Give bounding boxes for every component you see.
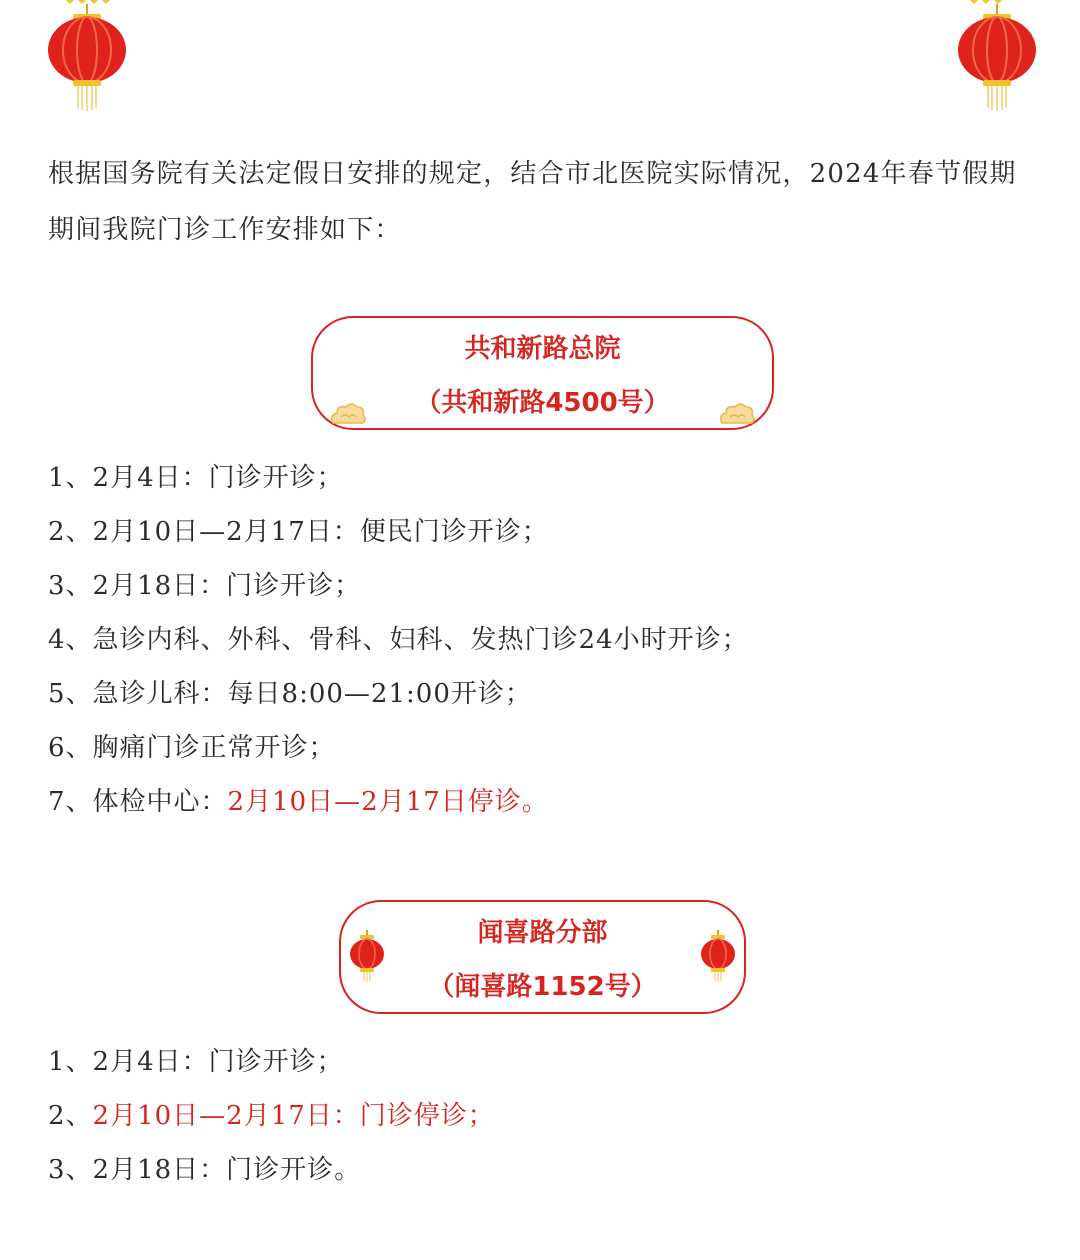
branch-address: （共和新路4500号） xyxy=(415,388,670,418)
lantern-icon xyxy=(952,0,1042,114)
cloud-icon xyxy=(329,401,367,432)
schedule-list-main xyxy=(48,451,749,829)
branch-name: 共和新路总院 xyxy=(464,334,621,364)
cloud-icon xyxy=(718,401,756,432)
lantern-icon xyxy=(42,0,132,114)
list-item: 3、2月18日：门诊开诊。 xyxy=(48,1155,362,1185)
closure-highlight: 2月10日—2月17日：门诊停诊； xyxy=(92,1101,495,1131)
list-item: 6、胸痛门诊正常开诊； xyxy=(48,733,336,763)
lantern-icon xyxy=(700,930,736,989)
list-item: 1、2月4日：门诊开诊； xyxy=(48,1047,344,1077)
lantern-icon xyxy=(349,930,385,989)
branch-address: （闻喜路1152号） xyxy=(428,972,657,1002)
list-item: 1、2月4日：门诊开诊； xyxy=(48,463,344,493)
intro-paragraph: 根据国务院有关法定假日安排的规定，结合市北医院实际情况，2024年春节假期期间我院门诊工作安排如下： xyxy=(48,159,1017,245)
branch-header-box xyxy=(311,316,774,430)
list-item: 2、2月10日—2月17日：便民门诊开诊； xyxy=(48,517,549,547)
list-item: 4、急诊内科、外科、骨科、妇科、发热门诊24小时开诊； xyxy=(48,625,749,655)
closure-highlight: 2月10日—2月17日停诊。 xyxy=(227,787,549,817)
list-item: 2、2月10日—2月17日：门诊停诊； xyxy=(48,1101,495,1131)
list-item: 3、2月18日：门诊开诊； xyxy=(48,571,362,601)
branch-header-box xyxy=(339,900,746,1014)
list-item: 5、急诊儿科：每日8:00—21:00开诊； xyxy=(48,679,532,709)
branch-name: 闻喜路分部 xyxy=(477,918,608,948)
list-item: 7、体检中心：2月10日—2月17日停诊。 xyxy=(48,787,549,817)
schedule-list-branch xyxy=(48,1035,495,1197)
